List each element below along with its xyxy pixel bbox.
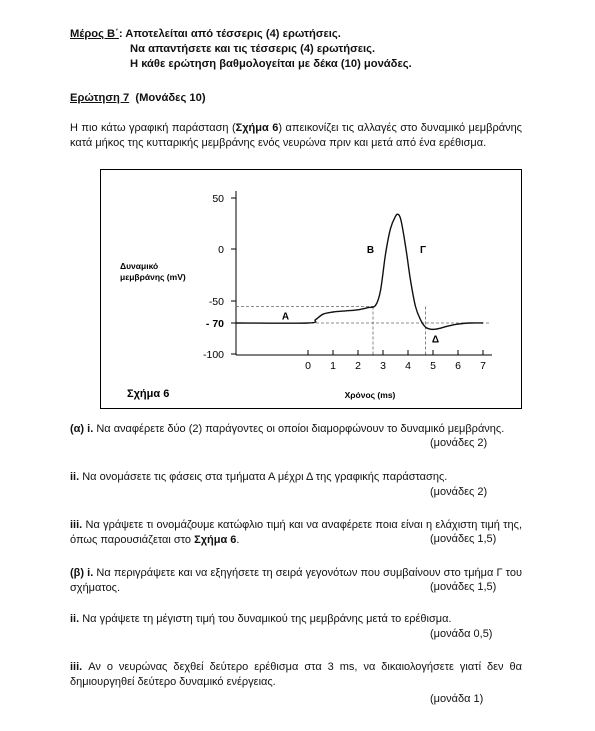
part-b-ii-marks: (μονάδα 0,5) bbox=[430, 628, 493, 640]
part-b-iii bbox=[70, 660, 522, 690]
part-a-ii-text: Να ονομάσετε τις φάσεις στα τμήματα Α μέχρι Δ της γραφικής παράστασης. bbox=[82, 471, 448, 483]
x-tick-label: 3 bbox=[380, 360, 386, 372]
header-line-3: Η κάθε ερώτηση βαθμολογείται με δέκα (10) μονάδες. bbox=[130, 58, 412, 70]
x-tick-label: 7 bbox=[480, 360, 486, 372]
part-a-i-label: (α) i. bbox=[70, 423, 94, 435]
part-a-ii-marks: (μονάδες 2) bbox=[430, 486, 488, 498]
question-points: (Μονάδες 10) bbox=[135, 92, 206, 104]
phase-label-Β: Β bbox=[366, 245, 375, 256]
x-tick-label: 1 bbox=[330, 360, 336, 372]
y-tick-label: -100 bbox=[202, 349, 224, 361]
x-tick-label: 5 bbox=[430, 360, 436, 372]
part-a-iii-figure-ref: Σχήμα 6 bbox=[194, 534, 237, 546]
phase-label-Α: Α bbox=[281, 311, 290, 323]
y-tick-label: 0 bbox=[218, 244, 224, 256]
part-b-i-text: Να περιγράψετε και να εξηγήσετε τη σειρά γεγονότων που συμβαίνουν στο τμήμα Γ του σχήματος. bbox=[70, 567, 522, 594]
part-b-i-marks: (μονάδες 1,5) bbox=[430, 581, 497, 593]
intro-text-start: Η πιο κάτω γραφική παράσταση ( bbox=[70, 122, 236, 134]
y-tick-label: - 70 bbox=[205, 318, 224, 330]
question-number: Ερώτηση 7 bbox=[70, 92, 130, 104]
part-b-ii-label: ii. bbox=[70, 613, 80, 625]
x-tick-label: 0 bbox=[305, 360, 311, 372]
part-label: Μέρος Β΄ bbox=[70, 28, 119, 40]
part-b-iii-marks: (μονάδα 1) bbox=[430, 693, 484, 705]
part-b-ii-text: Να γράψετε τη μέγιστη τιμή του δυναμικού της μεμβράνης μετά το ερέθισμα. bbox=[82, 613, 452, 625]
part-b-i-label: (β) i. bbox=[70, 567, 94, 579]
part-a-i-text: Να αναφέρετε δύο (2) παράγοντες οι οποίοι διαμορφώνουν το δυναμικό μεμβράνης. bbox=[96, 423, 505, 435]
part-a-iii-text: Να γράψετε τι ονομάζουμε κατώφλιο τιμή και να αναφέρετε ποια είναι η ελάχιστη τιμή της, όπως παρουσιάζεται στο bbox=[70, 519, 522, 546]
part-a-ii-label: ii. bbox=[70, 471, 80, 483]
membrane-potential-chart bbox=[100, 169, 522, 409]
phase-label-Γ: Γ bbox=[419, 245, 427, 256]
y-tick-label: -50 bbox=[208, 296, 224, 308]
question-title bbox=[70, 91, 206, 105]
part-a-iii-end: . bbox=[236, 534, 240, 546]
part-b-iii-label: iii. bbox=[70, 661, 83, 673]
part-b-iii-text: Αν ο νευρώνας δεχθεί δεύτερο ερέθισμα στα 3 ms, να δικαιολογήσετε γιατί δεν θα δημιουργηθεί δεύτερο δυναμικό ενέργειας. bbox=[70, 661, 522, 688]
part-header: Μέρος Β΄: Αποτελείται από τέσσερις (4) ερωτήσεις. bbox=[70, 28, 341, 40]
part-a-ii bbox=[70, 470, 522, 485]
header-line-1: Αποτελείται από τέσσερις (4) ερωτήσεις. bbox=[125, 28, 341, 40]
x-tick-label: 6 bbox=[455, 360, 461, 372]
header-line-2: Να απαντήσετε και τις τέσσερις (4) ερωτήσεις. bbox=[130, 43, 376, 55]
part-a-i bbox=[70, 422, 522, 437]
part-a-i-marks: (μονάδες 2) bbox=[430, 437, 488, 449]
intro-text-end: ) απεικονίζει τις αλλαγές στο δυναμικό μεμβράνης κατά μήκος της κυτταρικής μεμβράνης ενός νευρώνα πριν και μετά από ένα ερέθισμα. bbox=[70, 122, 522, 149]
intro-figure-ref: Σχήμα 6 bbox=[235, 122, 279, 134]
figure-caption: Σχήμα 6 bbox=[127, 388, 170, 400]
y-tick-label: 50 bbox=[212, 193, 224, 205]
phase-label-Δ: Δ bbox=[431, 334, 440, 346]
part-b-ii bbox=[70, 612, 522, 627]
part-a-iii-marks: (μονάδες 1,5) bbox=[430, 533, 497, 545]
x-axis-label: Χρόνος (ms) bbox=[344, 390, 396, 400]
x-tick-label: 2 bbox=[355, 360, 361, 372]
part-a-iii-label: iii. bbox=[70, 519, 83, 531]
y-axis-label-line-1: Δυναμικό bbox=[120, 261, 159, 271]
x-tick-label: 4 bbox=[405, 360, 411, 372]
y-axis-label-line-2: μεμβράνης (mV) bbox=[120, 272, 186, 282]
question-intro bbox=[70, 121, 522, 151]
chart-frame bbox=[101, 170, 522, 409]
